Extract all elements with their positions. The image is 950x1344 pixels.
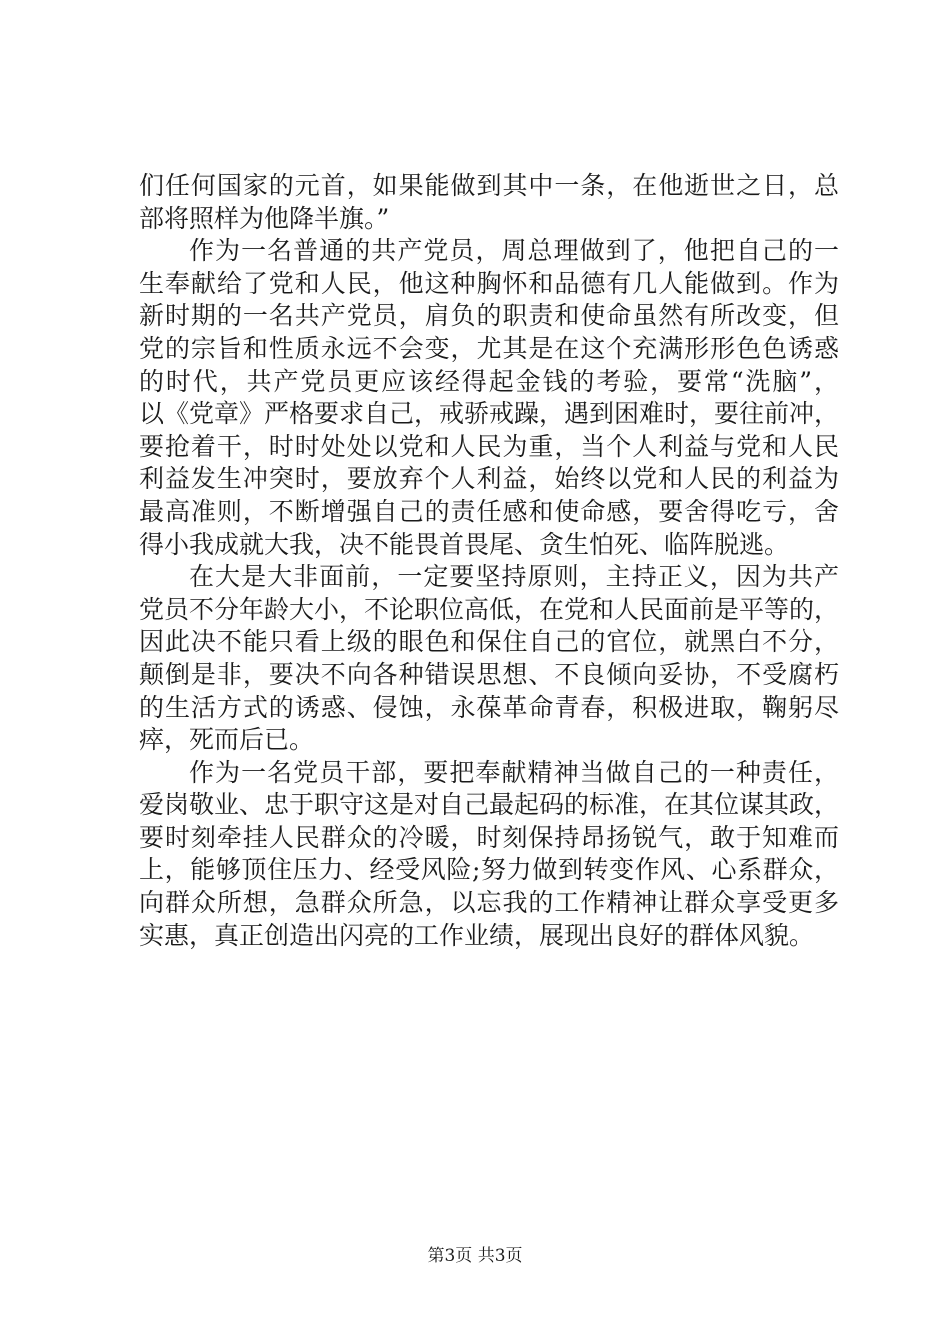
text-line: 的生活方式的诱惑、侵蚀，永葆革命青春，积极进取，鞠躬尽 [139,692,839,722]
text-line: 以《党章》严格要求自己，戒骄戒躁，遇到困难时，要往前冲， [139,399,840,429]
text-line: 瘁，死而后已。 [139,725,315,755]
paragraph-start-line: 在大是大非面前，一定要坚持原则，主持正义，因为共产 [189,562,839,592]
text-line: 最高准则，不断增强自己的责任感和使命感，要舍得吃亏，舍 [139,496,839,526]
text-line: 党的宗旨和性质永远不会变，尤其是在这个充满形形色色诱惑 [139,333,839,363]
text-line: 实惠，真正创造出闪亮的工作业绩，展现出良好的群体风貌。 [139,920,815,950]
text-line: 要抢着干，时时处处以党和人民为重，当个人利益与党和人民 [139,431,839,461]
text-line: 要时刻牵挂人民群众的冷暖，时刻保持昂扬锐气，敢于知难而 [139,822,839,852]
text-line: 们任何国家的元首，如果能做到其中一条，在他逝世之日，总 [139,171,839,200]
paragraph-start-line: 作为一名党员干部，要把奉献精神当做自己的一种责任， [189,757,839,787]
text-line: 党员不分年龄大小，不论职位高低，在党和人民面前是平等的， [139,594,840,624]
text-line: 部将照样为他降半旗。” [139,203,390,233]
text-line: 因此决不能只看上级的眼色和保住自己的官位，就黑白不分， [139,627,839,657]
text-line: 颠倒是非，要决不向各种错误思想、不良倾向妥协，不受腐朽 [139,659,839,689]
text-line: 的时代，共产党员更应该经得起金钱的考验，要常“洗脑”， [139,366,839,396]
page-number-footer: 第3页 共3页 [427,1246,523,1266]
paragraph-start-line: 作为一名普通的共产党员，周总理做到了，他把自己的一 [189,236,839,266]
text-line: 新时期的一名共产党员，肩负的职责和使命虽然有所改变，但 [139,301,839,331]
document-body [139,170,839,952]
text-line: 爱岗敬业、忠于职守这是对自己最起码的标准，在其位谋其政， [139,790,840,820]
text-line: 向群众所想，急群众所急，以忘我的工作精神让群众享受更多 [139,888,839,918]
text-line: 得小我成就大我，决不能畏首畏尾、贪生怕死、临阵脱逃。 [139,529,790,559]
text-line: 上，能够顶住压力、经受风险;努力做到转变作风、心系群众， [139,855,839,885]
text-line: 生奉献给了党和人民，他这种胸怀和品德有几人能做到。作为 [139,268,839,298]
text-line: 利益发生冲突时，要放弃个人利益，始终以党和人民的利益为 [139,464,839,494]
